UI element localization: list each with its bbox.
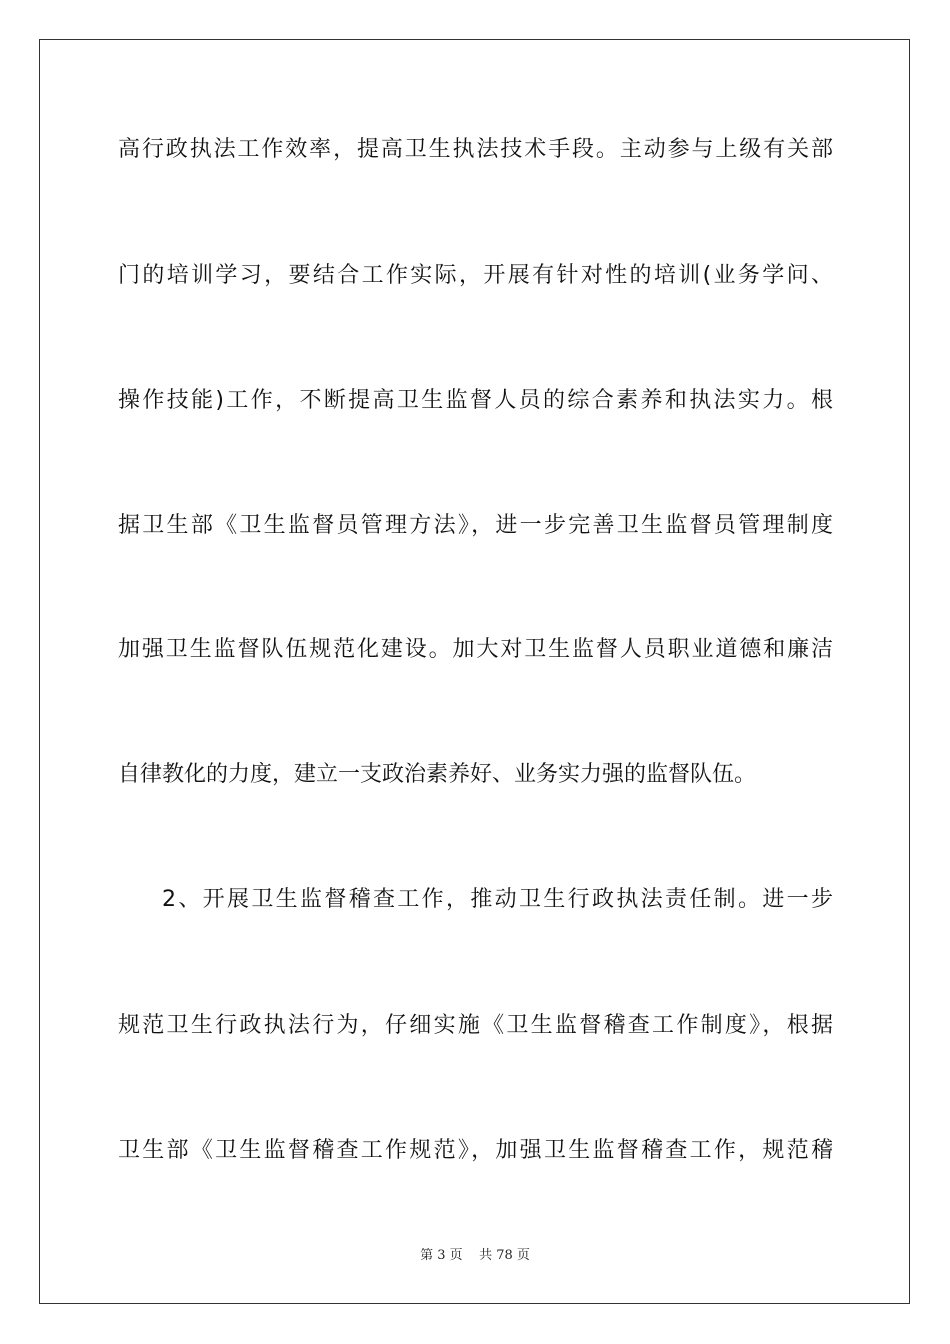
page-number-footer: 第 3 页 共 78 页 — [420, 1248, 530, 1263]
paragraph-first-line: 2、开展卫生监督稽查工作，推动卫生行政执法责任制。进一步 — [162, 887, 833, 912]
body-text-line: 门的培训学习，要结合工作实际，开展有针对性的培训(业务学问、 — [118, 263, 833, 288]
body-text-line: 操作技能)工作，不断提高卫生监督人员的综合素养和执法实力。根 — [118, 388, 833, 413]
body-text-line: 卫生部《卫生监督稽查工作规范》，加强卫生监督稽查工作，规范稽 — [118, 1138, 833, 1163]
page-border — [39, 39, 910, 1304]
body-text-line: 加强卫生监督队伍规范化建设。加大对卫生监督人员职业道德和廉洁 — [118, 637, 833, 662]
body-text-line: 规范卫生行政执法行为，仔细实施《卫生监督稽查工作制度》，根据 — [118, 1013, 833, 1038]
body-text-line: 高行政执法工作效率，提高卫生执法技术手段。主动参与上级有关部 — [118, 137, 833, 162]
body-text-line: 自律教化的力度，建立一支政治素养好、业务实力强的监督队伍。 — [118, 762, 757, 787]
body-text-line: 据卫生部《卫生监督员管理方法》，进一步完善卫生监督员管理制度 — [118, 513, 833, 538]
